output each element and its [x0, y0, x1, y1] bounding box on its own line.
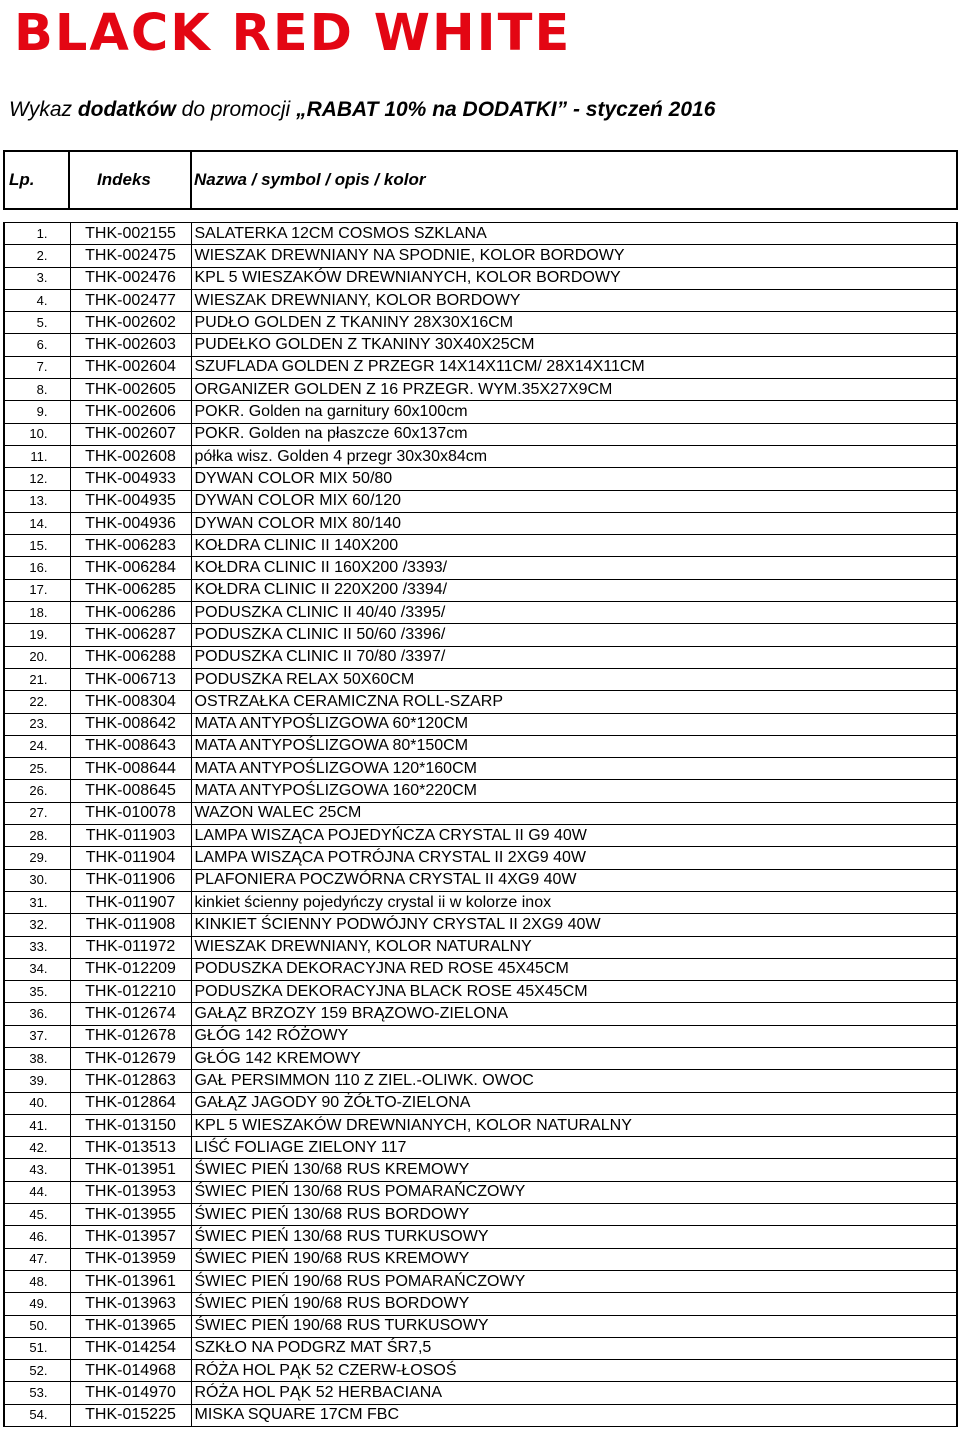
row-lp: 28. — [4, 825, 70, 847]
row-name: DYWAN COLOR MIX 60/120 — [191, 490, 957, 512]
row-index: THK-013961 — [70, 1270, 191, 1292]
table-row — [4, 981, 957, 1003]
row-name: MATA ANTYPOŚLIZGOWA 160*220CM — [191, 780, 957, 802]
row-index: THK-011972 — [70, 936, 191, 958]
row-lp: 27. — [4, 802, 70, 824]
table-row — [4, 1025, 957, 1047]
row-lp: 34. — [4, 958, 70, 980]
title-part-3: do promocji — [175, 98, 297, 121]
row-index: THK-002476 — [70, 267, 191, 289]
row-lp: 29. — [4, 847, 70, 869]
table-row — [4, 602, 957, 624]
row-index: THK-002608 — [70, 445, 191, 467]
row-name: MISKA SQUARE 17CM FBC — [191, 1404, 957, 1426]
table-row — [4, 223, 957, 245]
row-name: POKR. Golden na garnitury 60x100cm — [191, 401, 957, 423]
title-part-1: Wykaz — [9, 98, 78, 121]
row-lp: 1. — [4, 223, 70, 245]
row-index: THK-012864 — [70, 1092, 191, 1114]
row-name: LAMPA WISZĄCA POTRÓJNA CRYSTAL II 2XG9 40W — [191, 847, 957, 869]
table-row — [4, 1337, 957, 1359]
row-name: PODUSZKA DEKORACYJNA RED ROSE 45X45CM — [191, 958, 957, 980]
row-index: THK-013513 — [70, 1137, 191, 1159]
column-header-name: Nazwa / symbol / opis / kolor — [194, 170, 426, 189]
table-row — [4, 245, 957, 267]
row-lp: 42. — [4, 1137, 70, 1159]
row-lp: 19. — [4, 624, 70, 646]
row-name: OSTRZAŁKA CERAMICZNA ROLL-SZARP — [191, 691, 957, 713]
row-lp: 4. — [4, 289, 70, 311]
table-row — [4, 1293, 957, 1315]
row-lp: 5. — [4, 312, 70, 334]
row-lp: 25. — [4, 758, 70, 780]
row-index: THK-004936 — [70, 512, 191, 534]
header-divider — [68, 152, 70, 208]
row-lp: 46. — [4, 1226, 70, 1248]
row-index: THK-012679 — [70, 1047, 191, 1069]
row-index: THK-013951 — [70, 1159, 191, 1181]
table-row — [4, 1382, 957, 1404]
row-lp: 36. — [4, 1003, 70, 1025]
row-name: ŚWIEC PIEŃ 190/68 RUS POMARAŃCZOWY — [191, 1270, 957, 1292]
row-name: DYWAN COLOR MIX 80/140 — [191, 512, 957, 534]
row-lp: 20. — [4, 646, 70, 668]
row-lp: 54. — [4, 1404, 70, 1426]
row-lp: 40. — [4, 1092, 70, 1114]
row-index: THK-002603 — [70, 334, 191, 356]
table-row — [4, 713, 957, 735]
row-index: THK-013150 — [70, 1114, 191, 1136]
row-index: THK-012863 — [70, 1070, 191, 1092]
row-index: THK-004935 — [70, 490, 191, 512]
row-lp: 38. — [4, 1047, 70, 1069]
row-index: THK-014970 — [70, 1382, 191, 1404]
table-header — [3, 150, 958, 210]
table-row — [4, 267, 957, 289]
table-row — [4, 958, 957, 980]
row-lp: 10. — [4, 423, 70, 445]
row-name: MATA ANTYPOŚLIZGOWA 120*160CM — [191, 758, 957, 780]
row-lp: 15. — [4, 535, 70, 557]
table-row — [4, 356, 957, 378]
row-index: THK-008644 — [70, 758, 191, 780]
row-index: THK-014968 — [70, 1360, 191, 1382]
row-lp: 37. — [4, 1025, 70, 1047]
table-row — [4, 1047, 957, 1069]
row-index: THK-011903 — [70, 825, 191, 847]
row-name: PUDEŁKO GOLDEN Z TKANINY 30X40X25CM — [191, 334, 957, 356]
row-lp: 53. — [4, 1382, 70, 1404]
row-lp: 2. — [4, 245, 70, 267]
row-name: ŚWIEC PIEŃ 190/68 RUS BORDOWY — [191, 1293, 957, 1315]
row-name: SZKŁO NA PODGRZ MAT ŚR7,5 — [191, 1337, 957, 1359]
row-name: ŚWIEC PIEŃ 190/68 RUS KREMOWY — [191, 1248, 957, 1270]
row-index: THK-011904 — [70, 847, 191, 869]
table-row — [4, 401, 957, 423]
row-index: THK-015225 — [70, 1404, 191, 1426]
row-name: ŚWIEC PIEŃ 130/68 RUS POMARAŃCZOWY — [191, 1181, 957, 1203]
row-index: THK-002475 — [70, 245, 191, 267]
row-index: THK-008642 — [70, 713, 191, 735]
row-name: SALATERKA 12CM COSMOS SZKLANA — [191, 223, 957, 245]
row-index: THK-010078 — [70, 802, 191, 824]
row-index: THK-012674 — [70, 1003, 191, 1025]
row-lp: 41. — [4, 1114, 70, 1136]
brand-logo: BLACK RED WHITE — [14, 4, 572, 63]
row-lp: 16. — [4, 557, 70, 579]
row-index: THK-012678 — [70, 1025, 191, 1047]
table-row — [4, 1114, 957, 1136]
row-index: THK-008645 — [70, 780, 191, 802]
row-lp: 49. — [4, 1293, 70, 1315]
table-row — [4, 468, 957, 490]
table-row — [4, 758, 957, 780]
row-index: THK-013965 — [70, 1315, 191, 1337]
row-index: THK-013963 — [70, 1293, 191, 1315]
row-lp: 23. — [4, 713, 70, 735]
row-name: WIESZAK DREWNIANY, KOLOR NATURALNY — [191, 936, 957, 958]
row-name: ORGANIZER GOLDEN Z 16 PRZEGR. WYM.35X27X9CM — [191, 379, 957, 401]
table-row — [4, 557, 957, 579]
table-row — [4, 691, 957, 713]
row-name: KOŁDRA CLINIC II 140X200 — [191, 535, 957, 557]
row-lp: 17. — [4, 579, 70, 601]
row-index: THK-012210 — [70, 981, 191, 1003]
row-name: GAŁ PERSIMMON 110 Z ZIEL.-OLIWK. OWOC — [191, 1070, 957, 1092]
row-lp: 43. — [4, 1159, 70, 1181]
row-index: THK-006284 — [70, 557, 191, 579]
table-row — [4, 1360, 957, 1382]
table-row — [4, 312, 957, 334]
row-name: MATA ANTYPOŚLIZGOWA 60*120CM — [191, 713, 957, 735]
items-table-body — [4, 223, 957, 1427]
row-lp: 50. — [4, 1315, 70, 1337]
row-name: ŚWIEC PIEŃ 190/68 RUS TURKUSOWY — [191, 1315, 957, 1337]
table-row — [4, 334, 957, 356]
row-lp: 8. — [4, 379, 70, 401]
row-lp: 22. — [4, 691, 70, 713]
document-title — [9, 96, 715, 124]
table-row — [4, 936, 957, 958]
items-table — [3, 222, 958, 1427]
row-index: THK-013955 — [70, 1204, 191, 1226]
row-index: THK-002477 — [70, 289, 191, 311]
row-name: KOŁDRA CLINIC II 220X200 /3394/ — [191, 579, 957, 601]
header-divider — [190, 152, 192, 208]
row-name: RÓŻA HOL PĄK 52 HERBACIANA — [191, 1382, 957, 1404]
row-lp: 13. — [4, 490, 70, 512]
table-row — [4, 1181, 957, 1203]
row-lp: 45. — [4, 1204, 70, 1226]
row-name: PODUSZKA CLINIC II 70/80 /3397/ — [191, 646, 957, 668]
row-index: THK-011907 — [70, 891, 191, 913]
row-name: WIESZAK DREWNIANY, KOLOR BORDOWY — [191, 289, 957, 311]
row-index: THK-006286 — [70, 602, 191, 624]
row-name: kinkiet ścienny pojedyńczy crystal ii w kolorze inox — [191, 891, 957, 913]
row-name: KPL 5 WIESZAKÓW DREWNIANYCH, KOLOR NATURALNY — [191, 1114, 957, 1136]
title-part-2: dodatków — [77, 98, 176, 121]
row-lp: 48. — [4, 1270, 70, 1292]
row-name: ŚWIEC PIEŃ 130/68 RUS BORDOWY — [191, 1204, 957, 1226]
table-row — [4, 1248, 957, 1270]
row-index: THK-008643 — [70, 735, 191, 757]
table-row — [4, 1404, 957, 1426]
row-lp: 51. — [4, 1337, 70, 1359]
table-row — [4, 579, 957, 601]
row-lp: 12. — [4, 468, 70, 490]
row-index: THK-013957 — [70, 1226, 191, 1248]
table-row — [4, 780, 957, 802]
row-lp: 30. — [4, 869, 70, 891]
row-name: GAŁĄZ BRZOZY 159 BRĄZOWO-ZIELONA — [191, 1003, 957, 1025]
row-index: THK-002606 — [70, 401, 191, 423]
row-lp: 35. — [4, 981, 70, 1003]
row-index: THK-013953 — [70, 1181, 191, 1203]
table-row — [4, 847, 957, 869]
row-lp: 33. — [4, 936, 70, 958]
row-lp: 39. — [4, 1070, 70, 1092]
row-lp: 44. — [4, 1181, 70, 1203]
row-lp: 24. — [4, 735, 70, 757]
row-name: RÓŻA HOL PĄK 52 CZERW-ŁOSOŚ — [191, 1360, 957, 1382]
row-index: THK-011906 — [70, 869, 191, 891]
table-row — [4, 490, 957, 512]
row-name: DYWAN COLOR MIX 50/80 — [191, 468, 957, 490]
column-header-lp: Lp. — [9, 170, 35, 189]
row-name: LAMPA WISZĄCA POJEDYŃCZA CRYSTAL II G9 40W — [191, 825, 957, 847]
table-row — [4, 423, 957, 445]
row-lp: 3. — [4, 267, 70, 289]
row-name: PODUSZKA DEKORACYJNA BLACK ROSE 45X45CM — [191, 981, 957, 1003]
table-row — [4, 1070, 957, 1092]
row-lp: 47. — [4, 1248, 70, 1270]
title-part-4: „RABAT 10% na DODATKI” - styczeń 2016 — [296, 98, 716, 121]
row-lp: 11. — [4, 445, 70, 467]
table-row — [4, 1003, 957, 1025]
row-name: MATA ANTYPOŚLIZGOWA 80*150CM — [191, 735, 957, 757]
row-name: KPL 5 WIESZAKÓW DREWNIANYCH, KOLOR BORDOWY — [191, 267, 957, 289]
row-index: THK-002604 — [70, 356, 191, 378]
row-lp: 21. — [4, 668, 70, 690]
row-name: GAŁĄZ JAGODY 90 ŻÓŁTO-ZIELONA — [191, 1092, 957, 1114]
row-index: THK-002155 — [70, 223, 191, 245]
row-index: THK-006713 — [70, 668, 191, 690]
table-row — [4, 1092, 957, 1114]
row-name: GŁÓG 142 KREMOWY — [191, 1047, 957, 1069]
row-index: THK-002607 — [70, 423, 191, 445]
row-name: PODUSZKA RELAX 50X60CM — [191, 668, 957, 690]
row-lp: 9. — [4, 401, 70, 423]
row-index: THK-006288 — [70, 646, 191, 668]
row-name: PODUSZKA CLINIC II 40/40 /3395/ — [191, 602, 957, 624]
table-row — [4, 1315, 957, 1337]
table-row — [4, 668, 957, 690]
row-lp: 32. — [4, 914, 70, 936]
table-row — [4, 914, 957, 936]
row-name: PODUSZKA CLINIC II 50/60 /3396/ — [191, 624, 957, 646]
table-row — [4, 624, 957, 646]
row-name: PUDŁO GOLDEN Z TKANINY 28X30X16CM — [191, 312, 957, 334]
row-lp: 18. — [4, 602, 70, 624]
row-name: PLAFONIERA POCZWÓRNA CRYSTAL II 4XG9 40W — [191, 869, 957, 891]
row-lp: 31. — [4, 891, 70, 913]
table-row — [4, 735, 957, 757]
row-index: THK-006287 — [70, 624, 191, 646]
table-row — [4, 445, 957, 467]
table-row — [4, 646, 957, 668]
row-name: SZUFLADA GOLDEN Z PRZEGR 14X14X11CM/ 28X14X11CM — [191, 356, 957, 378]
table-row — [4, 1159, 957, 1181]
row-index: THK-006283 — [70, 535, 191, 557]
table-row — [4, 891, 957, 913]
row-name: POKR. Golden na płaszcze 60x137cm — [191, 423, 957, 445]
row-index: THK-008304 — [70, 691, 191, 713]
table-row — [4, 535, 957, 557]
row-name: WAZON WALEC 25CM — [191, 802, 957, 824]
row-name: półka wisz. Golden 4 przegr 30x30x84cm — [191, 445, 957, 467]
table-row — [4, 512, 957, 534]
row-lp: 14. — [4, 512, 70, 534]
column-header-index: Indeks — [97, 170, 151, 189]
row-lp: 26. — [4, 780, 70, 802]
table-row — [4, 869, 957, 891]
row-name: GŁÓG 142 RÓŻOWY — [191, 1025, 957, 1047]
table-row — [4, 802, 957, 824]
row-index: THK-011908 — [70, 914, 191, 936]
row-index: THK-012209 — [70, 958, 191, 980]
table-row — [4, 1204, 957, 1226]
row-index: THK-002605 — [70, 379, 191, 401]
row-name: LIŚĆ FOLIAGE ZIELONY 117 — [191, 1137, 957, 1159]
row-lp: 6. — [4, 334, 70, 356]
table-row — [4, 1137, 957, 1159]
row-lp: 52. — [4, 1360, 70, 1382]
table-row — [4, 379, 957, 401]
row-index: THK-002602 — [70, 312, 191, 334]
row-name: ŚWIEC PIEŃ 130/68 RUS KREMOWY — [191, 1159, 957, 1181]
table-row — [4, 825, 957, 847]
row-name: ŚWIEC PIEŃ 130/68 RUS TURKUSOWY — [191, 1226, 957, 1248]
row-name: KOŁDRA CLINIC II 160X200 /3393/ — [191, 557, 957, 579]
row-index: THK-014254 — [70, 1337, 191, 1359]
row-index: THK-006285 — [70, 579, 191, 601]
row-lp: 7. — [4, 356, 70, 378]
table-row — [4, 289, 957, 311]
row-index: THK-013959 — [70, 1248, 191, 1270]
row-name: KINKIET ŚCIENNY PODWÓJNY CRYSTAL II 2XG9 40W — [191, 914, 957, 936]
row-index: THK-004933 — [70, 468, 191, 490]
row-name: WIESZAK DREWNIANY NA SPODNIE, KOLOR BORDOWY — [191, 245, 957, 267]
table-row — [4, 1226, 957, 1248]
table-row — [4, 1270, 957, 1292]
